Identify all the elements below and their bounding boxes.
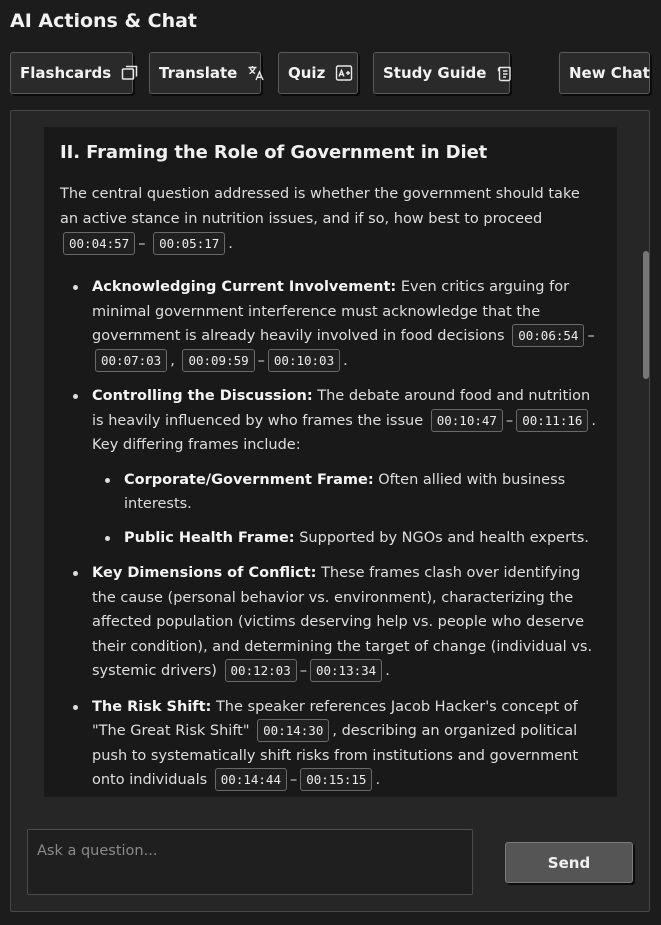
timestamp-link[interactable]: 00:06:54 (512, 324, 584, 347)
list-item: Controlling the Discussion: The debate around food and nutrition is heavily influenced by who frames the issue 00:10:47 – 00:11:16 . Key differing frames include: Corporate/Government Frame: Often allied with business interests. Public Health Frame: Supported by NGOs and health experts. (60, 384, 601, 550)
bullet-text: The speaker references Jacob Hacker's concept of "The Great Risk Shift" (92, 698, 578, 739)
translate-button[interactable] (149, 52, 261, 94)
quiz-icon (335, 64, 353, 82)
punctuation: . (228, 236, 233, 252)
sub-item-title: Corporate/Government Frame: (124, 471, 374, 488)
quiz-label: Quiz (288, 64, 326, 82)
new-chat-button[interactable] (559, 52, 650, 94)
timestamp-link[interactable]: 00:10:47 (431, 409, 503, 432)
timestamp-link[interactable]: 00:07:03 (95, 349, 167, 372)
flashcards-button[interactable] (10, 52, 133, 94)
timestamp-link[interactable]: 00:13:34 (310, 659, 382, 682)
response-content[interactable] (44, 127, 617, 797)
timestamp-link[interactable]: 00:10:03 (268, 349, 340, 372)
punctuation: . (343, 352, 348, 369)
bullet-title: The Risk Shift: (92, 698, 212, 715)
timestamp-link[interactable]: 00:09:59 (182, 349, 254, 372)
timestamp-link[interactable]: 00:05:17 (153, 232, 225, 255)
sub-list (92, 468, 601, 551)
bullet-text: These frames clash over identifying the cause (personal behavior vs. environment), characterizing the affected population (victims deserving help vs. people who deserve their condition), and determining the target of change (individual vs. systemic drivers) (92, 565, 593, 679)
bullet-text: Even critics arguing for minimal government interference must acknowledge that the government is already heavily involved in food decisions (92, 279, 570, 344)
list-item: The Risk Shift: The speaker references Jacob Hacker's concept of "The Great Risk Shift" 00:14:30 , describing an organized political push to systematically shift risks from institutions and government onto individuals 00:14:44 – 00:15:15 . (60, 695, 601, 793)
intro-text: The central question addressed is whether the government should take an active stance in nutrition issues, and if so, how best to proceed (60, 186, 580, 227)
list-item: Acknowledging Current Involvement: Even critics arguing for minimal government interference must acknowledge that the government is already heavily involved in food decisions 00:06:54 –00:07:03 , 00:09:59 – 00:10:03 . (60, 275, 601, 373)
study-guide-label: Study Guide (383, 64, 487, 82)
timestamp-link[interactable]: 00:11:16 (516, 409, 588, 432)
timestamp-link[interactable]: 00:04:57 (63, 232, 135, 255)
quiz-button[interactable] (278, 52, 358, 94)
punctuation: , (170, 352, 175, 369)
send-button[interactable]: Send (505, 842, 633, 883)
bullet-title: Controlling the Discussion: (92, 388, 313, 404)
sub-item-text: Supported by NGOs and health experts. (299, 529, 589, 546)
flashcards-label: Flashcards (20, 64, 112, 82)
timestamp-link[interactable]: 00:14:44 (215, 768, 287, 791)
bullet-text: , describing an organized political push to systematically shift risks from institutions and government onto individuals (92, 723, 578, 788)
sub-list-item (92, 468, 601, 517)
timestamp-link[interactable]: 00:12:03 (225, 659, 297, 682)
bullet-title: Acknowledging Current Involvement: (92, 279, 397, 295)
scroll-icon (496, 64, 514, 82)
translate-icon (247, 64, 265, 82)
punctuation: . (385, 663, 390, 679)
sub-item-text: Often allied with business interests. (124, 471, 566, 512)
translate-label: Translate (159, 64, 238, 82)
section-heading: II. Framing the Role of Government in Diet (60, 142, 488, 163)
study-guide-button[interactable] (373, 52, 510, 94)
page-title: AI Actions & Chat (10, 10, 198, 32)
punctuation: . (375, 772, 381, 788)
range-separator: – (138, 236, 146, 252)
sub-item-title: Public Health Frame: (124, 529, 295, 546)
timestamp-link[interactable]: 00:14:30 (257, 719, 329, 742)
bullet-list (60, 275, 601, 793)
cards-stack-icon (121, 64, 139, 82)
intro-paragraph (60, 182, 601, 257)
bullet-text: . Key differing frames include: (92, 412, 597, 453)
bullet-text: The debate around food and nutrition is heavily influenced by who frames the issue (92, 388, 591, 429)
sub-list-item (92, 526, 601, 551)
timestamp-link[interactable]: 00:15:15 (300, 768, 372, 791)
new-chat-label: New Chat (569, 64, 650, 82)
bullet-title: Key Dimensions of Conflict: (92, 565, 317, 581)
scrollbar-thumb[interactable] (643, 251, 649, 379)
list-item: Key Dimensions of Conflict: These frames clash over identifying the cause (personal behavior vs. environment), characterizing the affected population (victims deserving help vs. people who deserve their condition), and determining the target of change (individual vs. systemic drivers) 00:12:03 – 00:13:34 . (60, 561, 601, 684)
chat-panel (10, 110, 650, 912)
question-input[interactable] (27, 829, 473, 895)
